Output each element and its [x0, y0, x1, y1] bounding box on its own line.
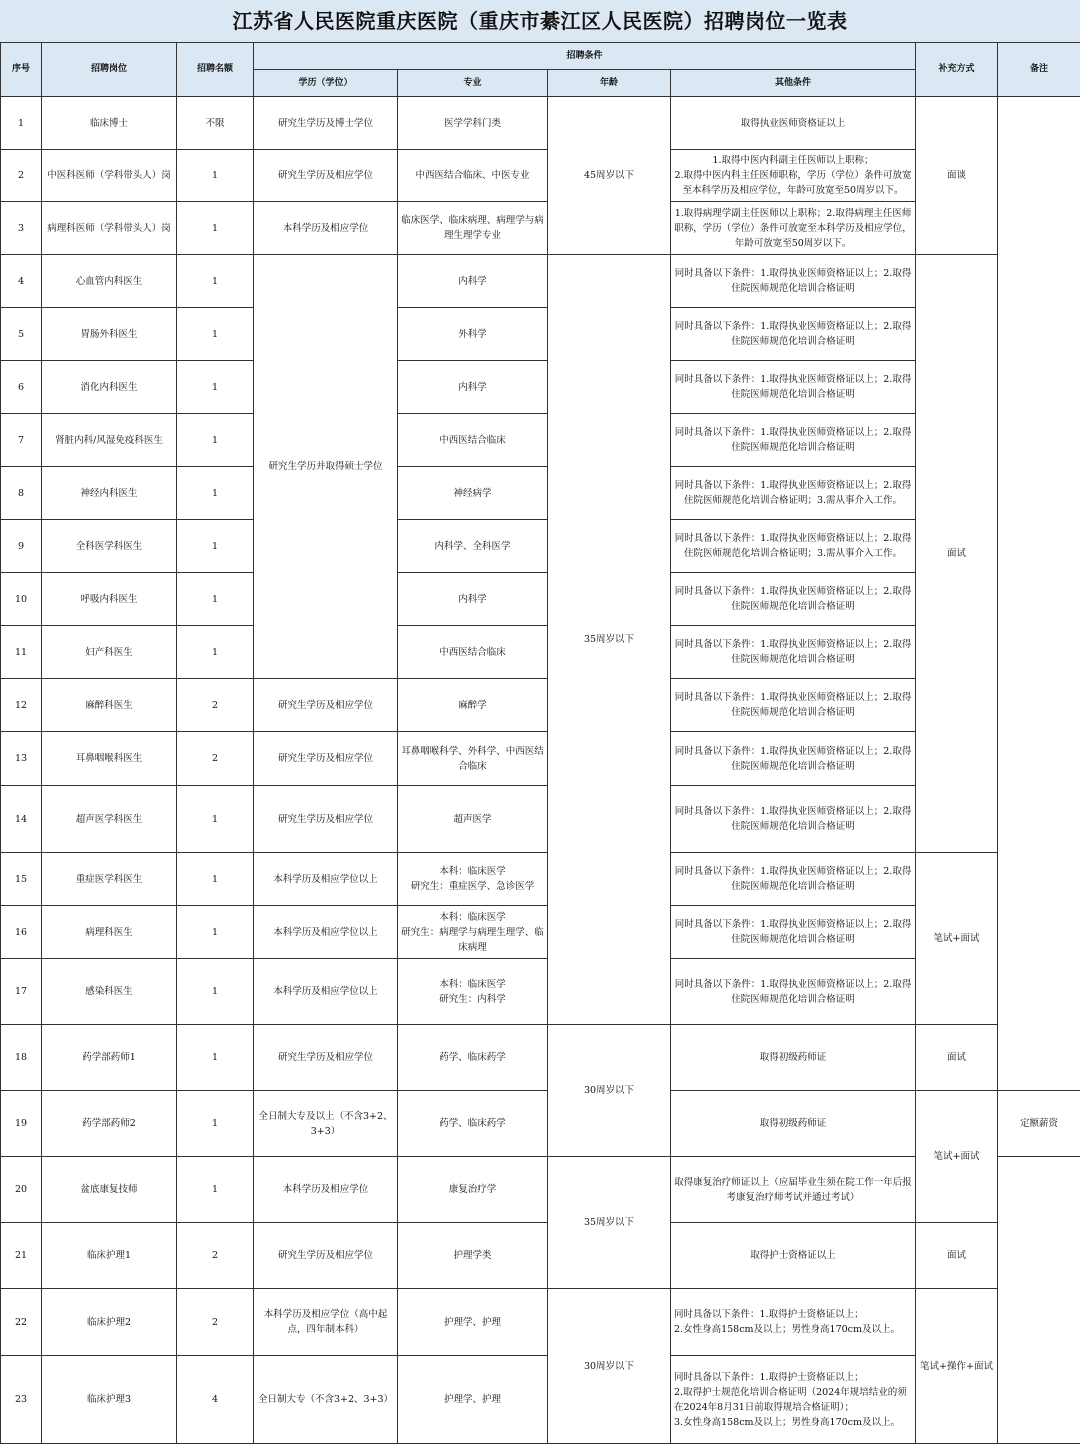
education-cell: 本科学历及相应学位以上 [254, 853, 398, 906]
other-cell [671, 1289, 916, 1356]
other-cell: 同时具备以下条件：1.取得执业医师资格证以上；2.取得住院医师规范化培训合格证明；3.需从事介入工作。 [671, 520, 916, 573]
other-cell: 取得康复治疗师证以上（应届毕业生须在院工作一年后报考康复治疗师考试并通过考试） [671, 1157, 916, 1223]
seq-cell: 5 [1, 308, 42, 361]
quota-cell: 1 [177, 414, 254, 467]
seq-cell: 22 [1, 1289, 42, 1356]
major-cell: 内科学 [398, 361, 548, 414]
major-cell [398, 853, 548, 906]
other-cell: 同时具备以下条件：1.取得执业医师资格证以上；2.取得住院医师规范化培训合格证明 [671, 308, 916, 361]
quota-cell: 1 [177, 1091, 254, 1157]
page-title: 江苏省人民医院重庆医院（重庆市綦江区人民医院）招聘岗位一览表 [0, 0, 1080, 43]
seq-cell: 9 [1, 520, 42, 573]
education-cell: 本科学历及相应学位以上 [254, 906, 398, 959]
table-row [1, 1091, 1080, 1157]
seq-cell: 11 [1, 626, 42, 679]
position-cell: 呼吸内科医生 [42, 573, 177, 626]
quota-cell: 1 [177, 1025, 254, 1091]
quota-cell: 1 [177, 150, 254, 202]
position-cell: 病理科医生 [42, 906, 177, 959]
other-cell: 同时具备以下条件：1.取得执业医师资格证以上；2.取得住院医师规范化培训合格证明 [671, 906, 916, 959]
education-cell: 本科学历及相应学位 [254, 202, 398, 255]
education-cell: 全日制大专（不含3+2、3+3） [254, 1356, 398, 1444]
method-cell: 面谈 [916, 97, 998, 255]
major-cell: 康复治疗学 [398, 1157, 548, 1223]
position-cell: 病理科医师（学科带头人）岗 [42, 202, 177, 255]
other-cell: 同时具备以下条件：1.取得执业医师资格证以上；2.取得住院医师规范化培训合格证明 [671, 679, 916, 732]
education-cell: 本科学历及相应学位 [254, 1157, 398, 1223]
major-cell [398, 906, 548, 959]
other-text: 同时具备以下条件：1.取得护士资格证以上； 2.女性身高158cm及以上；男性身高170cm及以上。 [674, 1307, 912, 1337]
quota-cell: 1 [177, 959, 254, 1025]
table-row [1, 853, 1080, 906]
header-position: 招聘岗位 [42, 43, 177, 97]
other-text: 1.取得中医内科副主任医师以上职称； 2.取得中医内科主任医师职称，学历（学位）条件可放宽至本科学历及相应学位，年龄可放宽至50周岁以下。 [674, 153, 912, 198]
seq-cell: 23 [1, 1356, 42, 1444]
age-cell: 45周岁以下 [548, 97, 671, 255]
other-cell [671, 150, 916, 202]
major-cell: 外科学 [398, 308, 548, 361]
header-education: 学历（学位） [254, 70, 398, 97]
education-cell: 研究生学历及相应学位 [254, 1223, 398, 1289]
seq-cell: 13 [1, 732, 42, 786]
position-cell: 临床博士 [42, 97, 177, 150]
other-cell: 同时具备以下条件：1.取得执业医师资格证以上；2.取得住院医师规范化培训合格证明 [671, 853, 916, 906]
position-cell: 临床护理1 [42, 1223, 177, 1289]
quota-cell: 1 [177, 853, 254, 906]
education-cell: 研究生学历及博士学位 [254, 97, 398, 150]
major-cell: 中西医结合临床 [398, 414, 548, 467]
position-cell: 神经内科医生 [42, 467, 177, 520]
quota-cell: 1 [177, 255, 254, 308]
quota-cell: 1 [177, 520, 254, 573]
major-cell: 护理学类 [398, 1223, 548, 1289]
quota-cell: 1 [177, 308, 254, 361]
major-cell [398, 959, 548, 1025]
quota-cell: 1 [177, 906, 254, 959]
seq-cell: 17 [1, 959, 42, 1025]
position-cell: 消化内科医生 [42, 361, 177, 414]
position-cell: 临床护理2 [42, 1289, 177, 1356]
major-cell: 神经病学 [398, 467, 548, 520]
seq-cell: 8 [1, 467, 42, 520]
education-cell: 研究生学历及相应学位 [254, 786, 398, 853]
position-cell: 超声医学科医生 [42, 786, 177, 853]
seq-cell: 18 [1, 1025, 42, 1091]
education-cell: 本科学历及相应学位（高中起点，四年制本科） [254, 1289, 398, 1356]
other-cell: 同时具备以下条件：1.取得执业医师资格证以上；2.取得住院医师规范化培训合格证明 [671, 959, 916, 1025]
remark-cell [998, 97, 1080, 1091]
education-cell: 本科学历及相应学位以上 [254, 959, 398, 1025]
seq-cell: 14 [1, 786, 42, 853]
quota-cell: 2 [177, 679, 254, 732]
remark-cell: 定额薪资 [998, 1091, 1080, 1157]
quota-cell: 1 [177, 573, 254, 626]
age-cell: 35周岁以下 [548, 255, 671, 1025]
education-cell: 研究生学历并取得硕士学位 [254, 255, 398, 679]
header-seq: 序号 [1, 43, 42, 97]
position-cell: 全科医学科医生 [42, 520, 177, 573]
position-cell: 胃肠外科医生 [42, 308, 177, 361]
major-cell: 内科学 [398, 255, 548, 308]
other-cell: 取得初级药师证 [671, 1025, 916, 1091]
method-cell: 面试 [916, 1223, 998, 1289]
seq-cell: 4 [1, 255, 42, 308]
method-cell: 面试 [916, 255, 998, 853]
position-cell: 妇产科医生 [42, 626, 177, 679]
quota-cell: 1 [177, 467, 254, 520]
seq-cell: 21 [1, 1223, 42, 1289]
major-cell: 临床医学、临床病理、病理学与病理生理学专业 [398, 202, 548, 255]
table-row [1, 97, 1080, 150]
quota-cell: 1 [177, 361, 254, 414]
other-cell: 同时具备以下条件：1.取得执业医师资格证以上；2.取得住院医师规范化培训合格证明 [671, 414, 916, 467]
major-cell: 耳鼻咽喉科学、外科学、中西医结合临床 [398, 732, 548, 786]
quota-cell: 1 [177, 626, 254, 679]
major-text: 本科：临床医学 研究生：病理学与病理生理学、临床病理 [401, 910, 544, 955]
quota-cell: 1 [177, 786, 254, 853]
other-cell: 1.取得病理学副主任医师以上职称；2.取得病理主任医师职称，学历（学位）条件可放宽至本科学历及相应学位，年龄可放宽至50周岁以下。 [671, 202, 916, 255]
other-cell [671, 1356, 916, 1444]
major-cell: 内科学 [398, 573, 548, 626]
position-cell: 麻醉科医生 [42, 679, 177, 732]
other-cell: 同时具备以下条件：1.取得执业医师资格证以上；2.取得住院医师规范化培训合格证明 [671, 626, 916, 679]
other-cell: 同时具备以下条件：1.取得执业医师资格证以上；2.取得住院医师规范化培训合格证明 [671, 255, 916, 308]
method-cell: 面试 [916, 1025, 998, 1091]
other-cell: 同时具备以下条件：1.取得执业医师资格证以上；2.取得住院医师规范化培训合格证明 [671, 361, 916, 414]
remark-cell [998, 1157, 1080, 1444]
education-cell: 研究生学历及相应学位 [254, 1025, 398, 1091]
quota-cell: 不限 [177, 97, 254, 150]
quota-cell: 2 [177, 1289, 254, 1356]
major-cell: 内科学、全科医学 [398, 520, 548, 573]
other-text: 同时具备以下条件：1.取得护士资格证以上； 2.取得护士规范化培训合格证明（2024年规培结业的须在2024年8月31日前取得规培合格证明）； 3.女性身高158cm及以上；男性身高170cm及以上。 [674, 1370, 912, 1430]
header-other: 其他条件 [671, 70, 916, 97]
position-cell: 耳鼻咽喉科医生 [42, 732, 177, 786]
quota-cell: 1 [177, 202, 254, 255]
position-cell: 肾脏内科/风湿免疫科医生 [42, 414, 177, 467]
other-cell: 同时具备以下条件：1.取得执业医师资格证以上；2.取得住院医师规范化培训合格证明 [671, 573, 916, 626]
major-cell: 护理学、护理 [398, 1289, 548, 1356]
position-cell: 药学部药师1 [42, 1025, 177, 1091]
major-cell: 超声医学 [398, 786, 548, 853]
header-major: 专业 [398, 70, 548, 97]
header-age: 年龄 [548, 70, 671, 97]
seq-cell: 7 [1, 414, 42, 467]
position-cell: 中医科医师（学科带头人）岗 [42, 150, 177, 202]
major-cell: 药学、临床药学 [398, 1091, 548, 1157]
method-cell: 笔试+面试 [916, 1091, 998, 1223]
quota-cell: 4 [177, 1356, 254, 1444]
major-cell: 中西医结合临床 [398, 626, 548, 679]
position-cell: 临床护理3 [42, 1356, 177, 1444]
seq-cell: 10 [1, 573, 42, 626]
position-cell: 重症医学科医生 [42, 853, 177, 906]
quota-cell: 2 [177, 732, 254, 786]
method-cell: 笔试+操作+面试 [916, 1289, 998, 1444]
education-cell: 研究生学历及相应学位 [254, 679, 398, 732]
education-cell: 全日制大专及以上（不含3+2、3+3） [254, 1091, 398, 1157]
seq-cell: 3 [1, 202, 42, 255]
table-row [1, 255, 1080, 308]
major-text: 本科：临床医学 研究生：重症医学、急诊医学 [401, 864, 544, 894]
seq-cell: 2 [1, 150, 42, 202]
recruitment-table [0, 42, 1080, 1444]
seq-cell: 16 [1, 906, 42, 959]
major-cell: 护理学、护理 [398, 1356, 548, 1444]
seq-cell: 12 [1, 679, 42, 732]
other-cell: 取得执业医师资格证以上 [671, 97, 916, 150]
education-cell: 研究生学历及相应学位 [254, 150, 398, 202]
major-cell: 药学、临床药学 [398, 1025, 548, 1091]
age-cell: 30周岁以下 [548, 1289, 671, 1444]
method-cell: 笔试+面试 [916, 853, 998, 1025]
major-cell: 中西医结合临床、中医专业 [398, 150, 548, 202]
table-row [1, 1289, 1080, 1356]
header-quota: 招聘名额 [177, 43, 254, 97]
other-cell: 取得护士资格证以上 [671, 1223, 916, 1289]
position-cell: 心血管内科医生 [42, 255, 177, 308]
position-cell: 药学部药师2 [42, 1091, 177, 1157]
other-cell: 同时具备以下条件：1.取得执业医师资格证以上；2.取得住院医师规范化培训合格证明 [671, 732, 916, 786]
education-cell: 研究生学历及相应学位 [254, 732, 398, 786]
quota-cell: 2 [177, 1223, 254, 1289]
other-cell: 取得初级药师证 [671, 1091, 916, 1157]
major-cell: 医学学科门类 [398, 97, 548, 150]
major-cell: 麻醉学 [398, 679, 548, 732]
header-conditions: 招聘条件 [254, 43, 916, 70]
quota-cell: 1 [177, 1157, 254, 1223]
position-cell: 盆底康复技师 [42, 1157, 177, 1223]
age-cell: 30周岁以下 [548, 1025, 671, 1157]
seq-cell: 20 [1, 1157, 42, 1223]
seq-cell: 6 [1, 361, 42, 414]
seq-cell: 1 [1, 97, 42, 150]
seq-cell: 19 [1, 1091, 42, 1157]
seq-cell: 15 [1, 853, 42, 906]
header-method: 补充方式 [916, 43, 998, 97]
table-row [1, 1223, 1080, 1289]
header-remark: 备注 [998, 43, 1080, 97]
major-text: 本科：临床医学 研究生：内科学 [401, 977, 544, 1007]
age-cell: 35周岁以下 [548, 1157, 671, 1289]
other-cell: 同时具备以下条件：1.取得执业医师资格证以上；2.取得住院医师规范化培训合格证明；3.需从事介入工作。 [671, 467, 916, 520]
position-cell: 感染科医生 [42, 959, 177, 1025]
table-row [1, 1025, 1080, 1091]
other-cell: 同时具备以下条件：1.取得执业医师资格证以上；2.取得住院医师规范化培训合格证明 [671, 786, 916, 853]
